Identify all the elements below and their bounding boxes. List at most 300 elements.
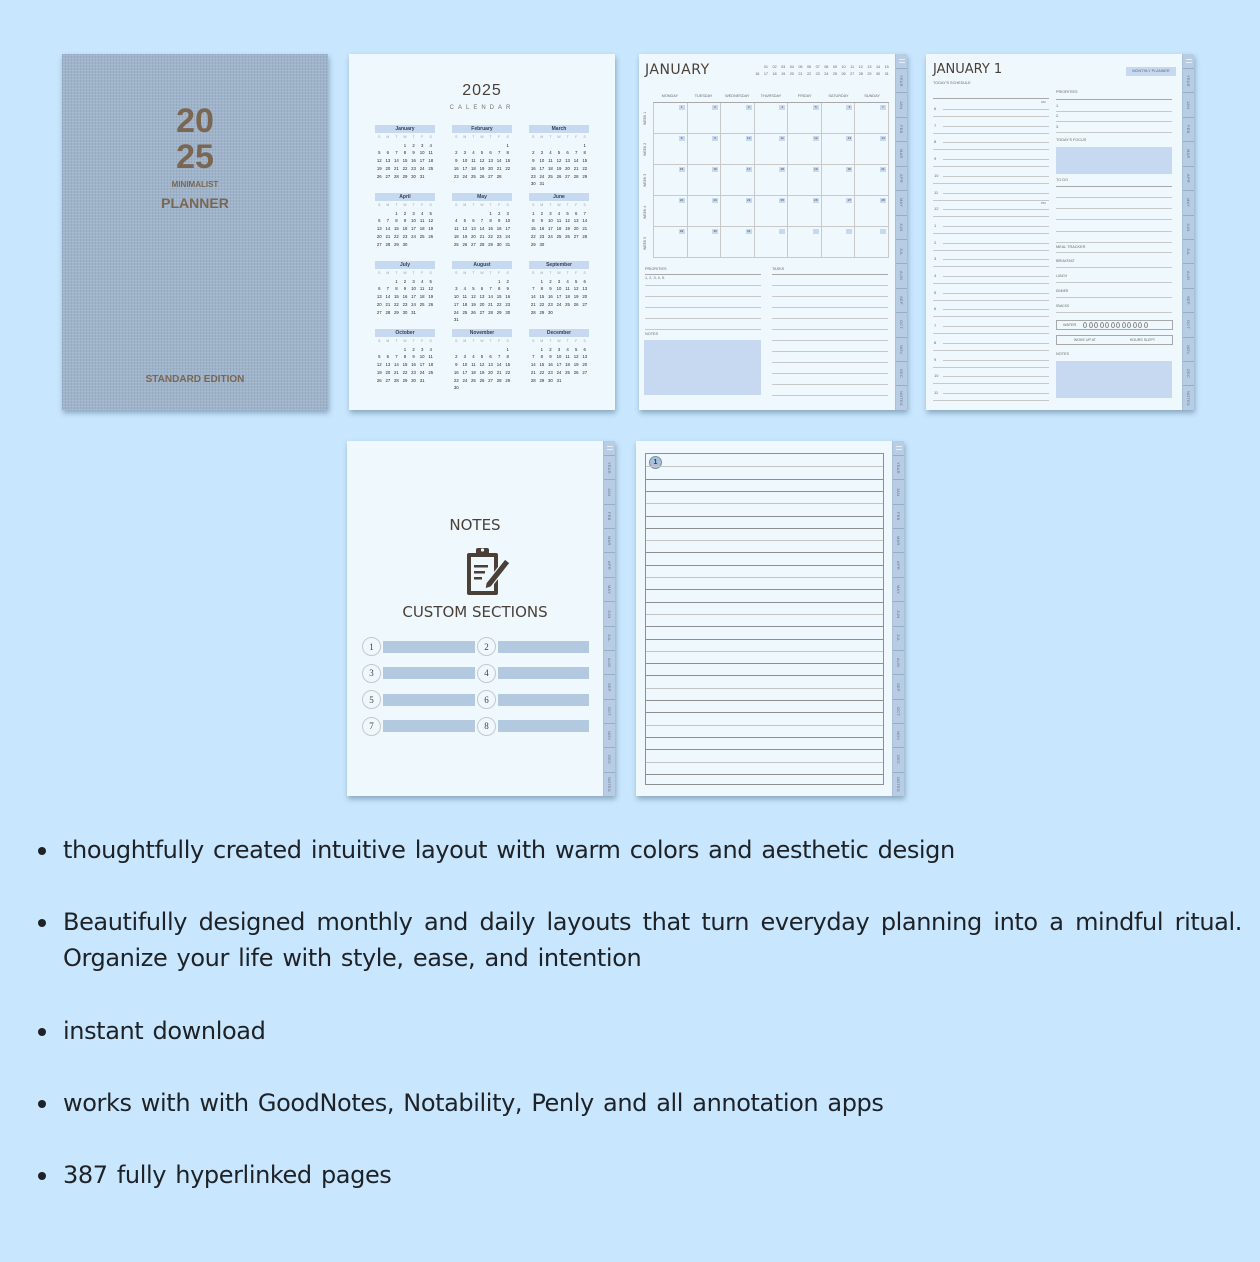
day-cell[interactable] [788,165,822,196]
day-number: 9 [455,362,458,368]
tab-jan[interactable]: JAN [1183,92,1194,116]
tab-feb[interactable]: FEB [1183,117,1194,141]
tab-jul[interactable]: JUL [896,239,907,263]
day-cell[interactable] [688,227,722,258]
day-number: 5 [574,278,578,284]
day-cell[interactable] [788,134,822,165]
day-number: 16 [453,369,459,375]
day-number: 27 [376,309,382,315]
day-number: 28 [573,173,579,179]
day-cell[interactable] [822,227,856,258]
day-number: 12 [573,354,579,360]
day-cell[interactable] [654,134,688,165]
day-cell[interactable] [855,165,889,196]
tab-jul[interactable]: JUL [1183,239,1194,263]
day-cell[interactable] [654,103,688,134]
day-number: 26 [479,377,485,383]
day-number: 27 [565,173,570,179]
hour-line[interactable] [943,126,1049,127]
mini-day[interactable]: 15 [884,65,889,69]
tab-mar[interactable]: MAR [1183,141,1194,165]
day-number: 16 [402,226,408,232]
day-number: 28 [530,309,536,315]
tab-dec[interactable]: DEC [604,747,615,771]
day-cell[interactable] [721,196,755,227]
day-number: 9 [506,286,509,292]
weekday-initial: S [429,135,432,139]
day-cell[interactable] [822,196,856,227]
monthly-planner-button[interactable]: MONTHLY PLANNER [1126,67,1176,76]
mini-day[interactable]: 08 [824,65,829,69]
day-cell[interactable] [654,196,688,227]
water-drop-icon[interactable] [1100,322,1104,328]
day-number: 26 [565,233,570,239]
tab-dec[interactable]: DEC [1183,361,1194,385]
month-block [452,193,512,255]
hour-line[interactable] [943,360,1049,361]
day-cell[interactable] [855,134,889,165]
day-number: 26 [471,309,476,315]
tab-feb[interactable]: FEB [893,504,904,528]
weekday-initial: S [506,339,509,343]
mini-day[interactable]: 18 [772,72,777,76]
tab-jan[interactable]: JAN [604,479,615,503]
mini-day[interactable]: 29 [867,72,872,76]
tab-may[interactable]: MAY [893,577,904,601]
day-cell[interactable] [721,134,755,165]
empty-day [469,346,478,354]
day-number: 25 [780,198,784,202]
feature-item: works with with GoodNotes, Notability, Penly and all annotation apps [38,1085,1242,1121]
mini-day[interactable]: 04 [789,65,794,69]
day-cell[interactable] [855,196,889,227]
day-number: 23 [402,301,408,307]
mini-day[interactable]: 26 [841,72,846,76]
empty-day [495,142,504,150]
tab-nov[interactable]: NOV [1183,337,1194,361]
mini-day[interactable]: 07 [815,65,820,69]
day-cell[interactable] [721,165,755,196]
day-number: 30 [411,377,416,383]
day-cell[interactable] [688,196,722,227]
day-number: 9 [532,158,535,164]
weekday-initial: S [583,271,586,275]
hour-line[interactable] [943,176,1049,177]
day-number: 4 [472,354,475,360]
day-number: 23 [411,165,416,171]
day-cell[interactable] [755,165,789,196]
tab-notes[interactable]: NOTES [896,385,907,409]
weekday-initial: S [455,271,458,275]
mini-day[interactable]: 14 [875,65,881,69]
divider [1056,252,1172,253]
water-drop-icon[interactable] [1094,322,1098,328]
weekday-header: THURSDAY [760,94,782,98]
tab-jul[interactable]: JUL [893,626,904,650]
tab-may[interactable]: MAY [896,190,907,214]
tab-jan[interactable]: JAN [893,479,904,503]
mini-day[interactable]: 16 [755,72,760,76]
mini-day[interactable]: 19 [781,72,786,76]
day-number: 24 [462,377,468,383]
tab-jul[interactable]: JUL [604,626,615,650]
day-number: 3 [412,210,415,216]
divider [1056,297,1172,298]
day-number: 3 [420,142,424,148]
tab-oct[interactable]: OCT [604,699,615,723]
day-number: 13 [847,136,852,140]
tab-dec[interactable]: DEC [893,747,904,771]
month-days [375,270,435,316]
day-number: 10 [556,286,562,292]
water-drop-icon[interactable] [1105,322,1109,328]
day-cell[interactable] [822,165,856,196]
water-drop-icon[interactable] [1133,322,1137,328]
feature-item: instant download [38,1013,1242,1049]
section-title-field[interactable] [498,641,589,653]
custom-section-3[interactable] [362,664,475,683]
tab-nov[interactable]: NOV [893,723,904,747]
section-title-field[interactable] [383,641,475,653]
tab-mar[interactable]: MAR [604,528,615,552]
divider [933,233,1049,234]
water-drop-icon[interactable] [1116,322,1120,328]
hour-line[interactable] [943,109,1049,110]
day-number: 17 [548,226,553,232]
day-number: 3 [549,210,552,216]
day-cell[interactable] [721,103,755,134]
day-number: 21 [385,301,391,307]
mini-day[interactable]: 20 [789,72,794,76]
mini-day[interactable]: 23 [815,72,820,76]
meal-label: MEAL TRACKER [1056,245,1086,249]
custom-section-4[interactable] [477,664,589,683]
tab-mar[interactable]: MAR [896,141,907,165]
tab-oct[interactable]: OCT [896,312,907,336]
day-number: 6 [472,218,475,224]
hour-line[interactable] [943,293,1049,294]
hour-line[interactable] [943,326,1049,327]
notes-box[interactable] [644,340,761,395]
section-title-field[interactable] [383,667,475,679]
tab-may[interactable]: MAY [1183,190,1194,214]
tab-sep[interactable]: SEP [893,674,904,698]
hour-line[interactable] [943,142,1049,143]
day-cell[interactable] [788,103,822,134]
hour-label: 9 [934,156,937,162]
mini-day[interactable]: 05 [798,65,803,69]
day-number: 30 [505,309,511,315]
tab-nov[interactable]: NOV [604,723,615,747]
day-number: 20 [847,167,852,171]
weekday-initial: F [421,203,424,207]
tab-year[interactable]: YEAR [1183,68,1194,92]
day-number: 22 [394,301,399,307]
day-number: 27 [582,369,588,375]
day-number: 30 [548,377,553,383]
day-number: 6 [480,286,484,292]
day-number: 24 [411,233,416,239]
mini-day[interactable]: 22 [806,72,812,76]
ruled-line [646,737,883,738]
day-cell[interactable] [654,165,688,196]
weekday-initial: S [583,203,586,207]
divider [1056,121,1172,122]
day-number: 31 [556,377,562,383]
day-cell[interactable] [755,227,789,258]
tab-apr[interactable]: APR [604,552,615,576]
hour-line[interactable] [943,343,1049,344]
day-number: 11 [419,218,425,224]
priority-1: 1. [1056,104,1060,108]
weekday-initial: W [403,203,407,207]
day-number: 10 [505,218,511,224]
day-cell[interactable] [755,134,789,165]
day-number: 26 [428,233,434,239]
lined-area[interactable] [645,453,884,785]
day-cell[interactable] [688,134,722,165]
tab-feb[interactable]: FEB [896,117,907,141]
hour-line[interactable] [943,393,1049,394]
mini-day[interactable]: 11 [850,65,855,69]
divider [933,400,1049,401]
tab-year[interactable]: YEAR [604,455,615,479]
water-drop-icon[interactable] [1127,322,1131,328]
section-number: 4 [477,664,496,683]
custom-section-6[interactable] [477,690,589,709]
tab-apr[interactable]: APR [893,552,904,576]
weekday-header: SATURDAY [828,94,849,98]
tab-notes[interactable]: NOTES [893,772,904,796]
day-cell[interactable] [855,227,889,258]
month-header: July [375,261,435,269]
section-title-field[interactable] [383,720,475,732]
water-drop-icon[interactable] [1122,322,1126,328]
month-block [375,125,435,187]
cover-year-line1: 20 [176,102,214,140]
weekday-initial: W [403,135,407,139]
day-title: JANUARY 1 [933,62,1003,77]
tab-aug[interactable]: AUG [1183,263,1194,287]
day-cell[interactable] [755,196,789,227]
mini-day[interactable]: 06 [806,65,812,69]
day-number: 5 [429,210,432,216]
tab-sep[interactable]: SEP [604,674,615,698]
custom-section-1[interactable] [362,637,475,656]
day-number: 18 [556,226,562,232]
day-cell[interactable] [788,196,822,227]
weekday-initial: F [498,339,501,343]
day-number: 5 [472,286,475,292]
tab-jun[interactable]: JUN [604,601,615,625]
day-number: 8 [395,218,398,224]
water-drop-icon[interactable] [1089,322,1093,328]
notes-tabs [603,441,615,796]
tab-aug[interactable]: AUG [896,263,907,287]
day-number: 19 [479,165,485,171]
notes-box[interactable] [1056,361,1172,398]
section-title-field[interactable] [498,694,589,706]
day-number: 22 [505,369,511,375]
custom-section-5[interactable] [362,690,475,709]
water-drop-icon[interactable] [1144,322,1148,328]
mini-day[interactable]: 25 [832,72,838,76]
hour-line[interactable] [943,243,1049,244]
empty-day [452,142,461,150]
mini-day[interactable]: 17 [763,72,769,76]
tab-apr[interactable]: APR [896,166,907,190]
day-number: 9 [549,354,552,360]
week-label: WEEK 2 [643,142,647,156]
weekday-initial: S [455,203,458,207]
day-number: 11 [471,362,476,368]
day-cell[interactable] [855,103,889,134]
sleep-tracker [1056,335,1173,345]
divider [933,250,1049,251]
day-number: 25 [428,165,434,171]
mini-day[interactable]: 27 [850,72,855,76]
am-label: AM [1041,100,1046,104]
water-drop-icon[interactable] [1138,322,1142,328]
divider [772,274,888,275]
weekday-initial: S [429,203,432,207]
day-number: 17 [462,369,468,375]
day-number: 20 [385,165,391,171]
weekday-initial: F [498,135,501,139]
tab-jun[interactable]: JUN [1183,215,1194,239]
day-cell[interactable] [822,134,856,165]
empty-day [384,346,393,354]
tab-year[interactable]: YEAR [896,68,907,92]
year-months-grid [375,125,589,391]
day-number: 12 [428,218,434,224]
mini-day[interactable]: 21 [798,72,803,76]
water-drop-icon[interactable] [1111,322,1115,328]
day-number: 7 [497,354,501,360]
weekday-initial: S [506,203,509,207]
mini-day[interactable]: 12 [858,65,863,69]
day-number: 16 [539,226,545,232]
day-number: 16 [453,165,459,171]
mini-day[interactable]: 03 [781,65,786,69]
day-number: 9 [403,218,407,224]
day-number: 24 [419,165,425,171]
tab-apr[interactable]: APR [1183,166,1194,190]
day-cell[interactable] [822,103,856,134]
month-header: June [529,193,589,201]
hour-line[interactable] [943,259,1049,260]
tab-year[interactable]: YEAR [893,455,904,479]
tab-notes[interactable]: NOTES [604,772,615,796]
section-title-field[interactable] [498,720,589,732]
hour-line[interactable] [943,276,1049,277]
mini-day[interactable]: 13 [867,65,872,69]
tab-aug[interactable]: AUG [893,650,904,674]
empty-day [461,346,470,354]
day-number: 20 [479,301,485,307]
day-number: 16 [530,165,536,171]
tab-notes[interactable]: NOTES [1183,385,1194,409]
mini-day[interactable]: 28 [858,72,863,76]
day-cell[interactable] [688,165,722,196]
weekday-initial: T [395,135,398,139]
weekday-initial: T [489,203,492,207]
ruled-line [646,466,883,467]
day-number: 20 [565,165,570,171]
hour-label: 9 [934,356,937,362]
tab-dec[interactable]: DEC [896,361,907,385]
divider [933,367,1049,368]
mini-day[interactable]: 01 [763,65,769,69]
empty-day [478,142,487,150]
mini-day[interactable]: 09 [832,65,838,69]
day-number: 4 [566,278,569,284]
hour-line[interactable] [943,159,1049,160]
ruled-line [646,552,883,553]
day-number: 25 [462,309,468,315]
section-title-field[interactable] [498,667,589,679]
day-number: 11 [548,158,553,164]
hour-line[interactable] [943,193,1049,194]
tab-feb[interactable]: FEB [604,504,615,528]
tab-jun[interactable]: JUN [896,215,907,239]
hour-label: 7 [934,122,937,128]
tab-nov[interactable]: NOV [896,337,907,361]
tab-oct[interactable]: OCT [1183,312,1194,336]
ruled-line [646,725,883,726]
day-cell[interactable] [688,103,722,134]
day-cell[interactable] [721,227,755,258]
tab-mar[interactable]: MAR [893,528,904,552]
hour-line[interactable] [943,376,1049,377]
section-title-field[interactable] [383,694,475,706]
mini-day[interactable]: 30 [875,72,881,76]
focus-box[interactable] [1056,147,1172,174]
tab-oct[interactable]: OCT [893,699,904,723]
hour-line[interactable] [943,209,1049,210]
water-drop-icon[interactable] [1083,322,1087,328]
hour-line[interactable] [943,226,1049,227]
empty-day [486,278,495,286]
hour-line[interactable] [943,309,1049,310]
day-number: 30 [539,241,545,247]
month-days [375,134,435,180]
custom-section-7[interactable] [362,717,475,736]
mini-day[interactable]: 02 [772,65,777,69]
custom-section-8[interactable] [477,717,589,736]
tab-may[interactable]: MAY [604,577,615,601]
tab-jun[interactable]: JUN [893,601,904,625]
day-number: 4 [557,210,561,216]
tab-sep[interactable]: SEP [896,288,907,312]
day-number: 23 [496,233,502,239]
day-cell[interactable] [654,227,688,258]
month-block [375,193,435,255]
tab-jan[interactable]: JAN [896,92,907,116]
tab-aug[interactable]: AUG [604,650,615,674]
day-number: 29 [530,241,536,247]
weekday-initial: T [395,339,398,343]
day-number: 6 [566,150,569,156]
mini-day[interactable]: 31 [884,72,889,76]
day-number: 18 [548,165,553,171]
day-cell[interactable] [755,103,789,134]
custom-section-2[interactable] [477,637,589,656]
mini-day[interactable]: 10 [841,65,846,69]
day-cell[interactable] [788,227,822,258]
mini-day[interactable]: 24 [824,72,829,76]
tab-sep[interactable]: SEP [1183,288,1194,312]
